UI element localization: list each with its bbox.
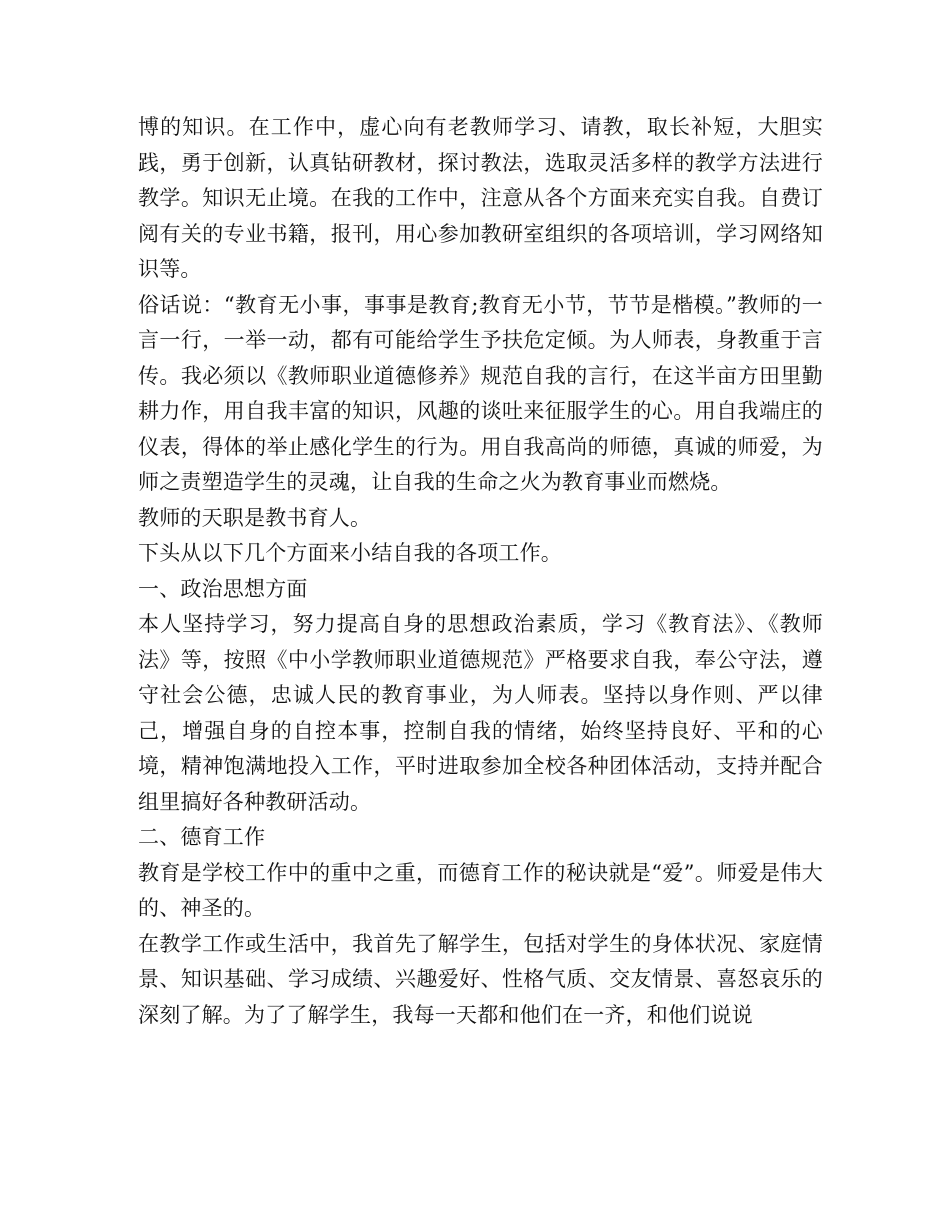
paragraph-duty: 教师的天职是教书育人。 (138, 505, 372, 530)
section-heading-moral: 二、德育工作 (138, 825, 266, 849)
document-body (138, 110, 823, 1033)
paragraph-political: 本人坚持学习，努力提高自身的思想政治素质，学习《教育法》、《教师法》等，按照《中小学教师职业道德规范》严格要求自我，奉公守法，遵守社会公德，忠诚人民的教育事业，为人师表。坚持以身作则、严以律己，增强自身的自控本事，控制自我的情绪，始终坚持良好、平和的心境，精神饱满地投入工作，平时进取参加全校各种团体活动，支持并配合组里搞好各种教研活动。 (138, 612, 823, 814)
paragraph-summary-intro: 下头从以下几个方面来小结自我的各项工作。 (138, 541, 562, 565)
paragraph-proverb: 俗话说：“教育无小事，事事是教育;教育无小节，节节是楷模。”教师的一言一行，一举一动，都有可能给学生予扶危定倾。为人师表，身教重于言传。我必须以《教师职业道德修养》规范自我的言行，在这半亩方田里勤耕力作，用自我丰富的知识，风趣的谈吐来征服学生的心。用自我端庄的仪表，得体的举止感化学生的行为。用自我高尚的师德，真诚的师爱，为师之责塑造学生的灵魂，让自我的生命之火为教育事业而燃烧。 (138, 292, 823, 494)
paragraph-understanding-students: 在教学工作或生活中，我首先了解学生，包括对学生的身体状况、家庭情景、知识基础、学习成绩、兴趣爱好、性格气质、交友情景、喜怒哀乐的深刻了解。为了了解学生，我每一天都和他们在一齐，和他们说说 (138, 931, 823, 1027)
paragraph-knowledge: 博的知识。在工作中，虚心向有老教师学习、请教，取长补短，大胆实践，勇于创新，认真钻研教材，探讨教法，选取灵活多样的教学方法进行教学。知识无止境。在我的工作中，注意从各个方面来充实自我。自费订阅有关的专业书籍，报刊，用心参加教研室组织的各项培训，学习网络知识等。 (138, 115, 823, 281)
paragraph-moral: 教育是学校工作中的重中之重，而德育工作的秘诀就是“爱”。师爱是伟大的、神圣的。 (138, 860, 823, 920)
section-heading-political: 一、政治思想方面 (138, 576, 308, 601)
